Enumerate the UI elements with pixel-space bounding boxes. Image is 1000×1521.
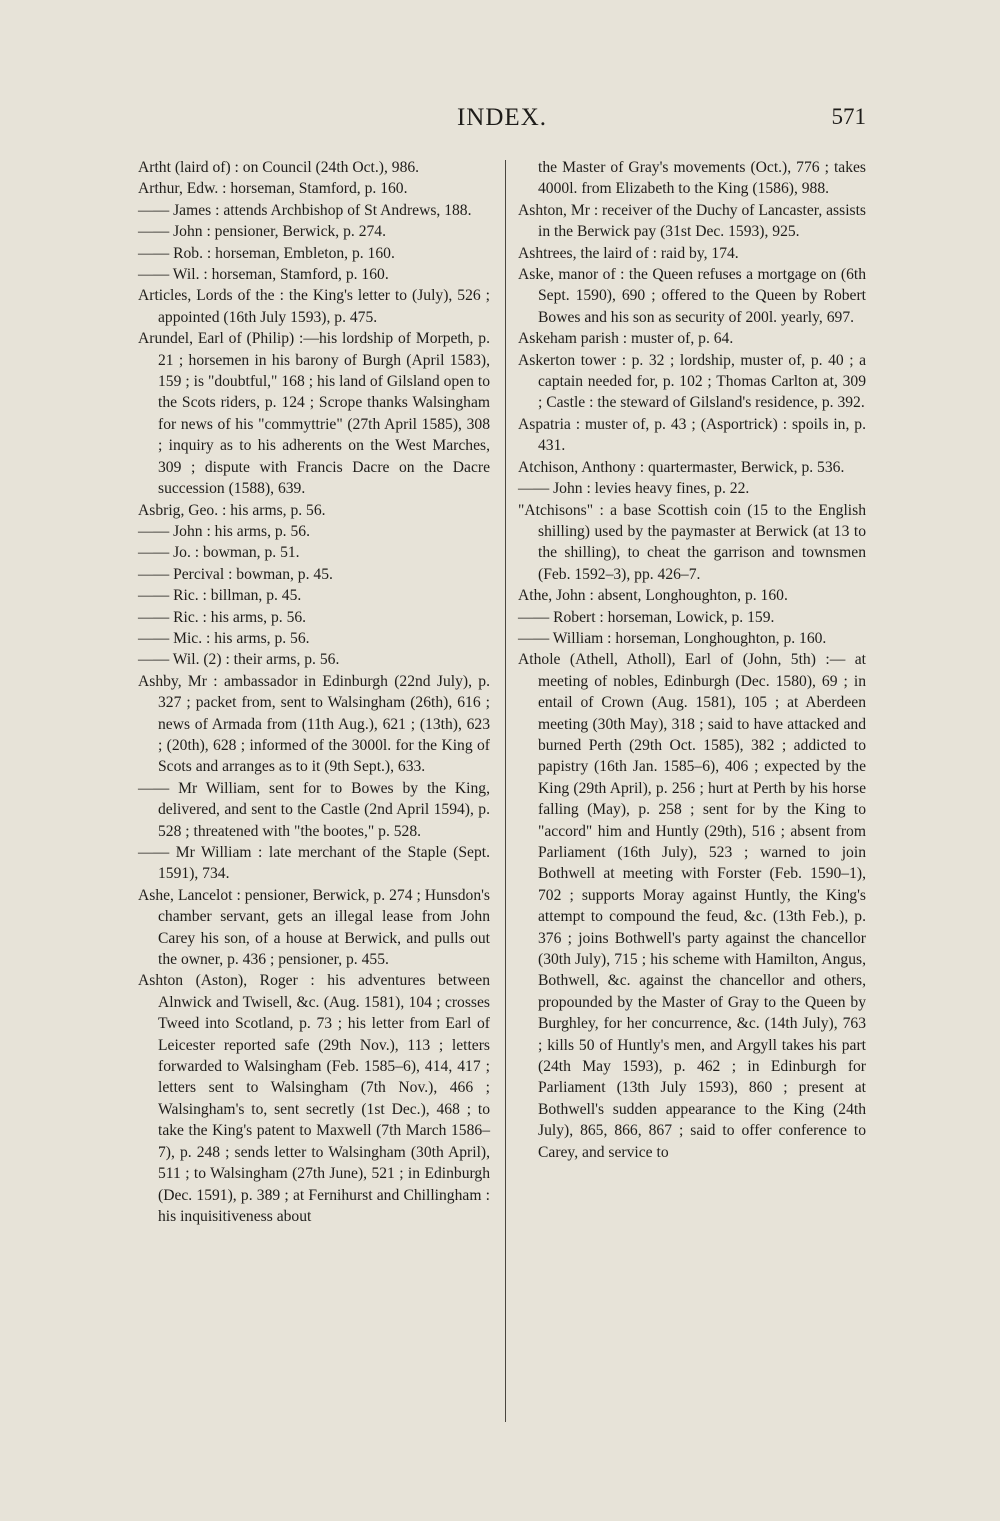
index-entry: —— Ric. : his arms, p. 56. <box>138 608 307 626</box>
index-entry: Aske, manor of : the Queen refuses a mortgage on (6th Sept. 1590), 690 ; offered to the Queen by Robert Bowes and his son as security of 200l. yearly, 697. <box>518 266 866 326</box>
index-entry: Arthur, Edw. : horseman, Stamford, p. 160. <box>138 180 408 198</box>
index-entry: Askeham parish : muster of, p. 64. <box>518 330 734 348</box>
index-entry: —— Percival : bowman, p. 45. <box>138 565 333 583</box>
index-entry: Ashe, Lancelot : pensioner, Berwick, p. 274 ; Hunsdon's chamber servant, gets an illegal lease from John Carey his son, of a house at Berwick, and pulls out the owner, p. 436 ; pensioner, p. 455. <box>138 886 490 969</box>
index-entry: —— Wil. (2) : their arms, p. 56. <box>138 651 340 669</box>
index-entry: —— Mic. : his arms, p. 56. <box>138 629 310 647</box>
index-entry: —— Jo. : bowman, p. 51. <box>138 544 300 562</box>
index-entry: Ashtrees, the laird of : raid by, 174. <box>518 244 739 262</box>
index-entry: Arundel, Earl of (Philip) :—his lordship of Morpeth, p. 21 ; horsemen in his barony of Burgh (April 1583), 159 ; is "doubtful," 168 ; his land of Gilsland open to the Scots riders, p. 124 ; Scrope thanks Walsingham for news of his "commyttrie" (27th April 1585), 308 ; inquiry as to his adherents on the West Marches, 309 ; dispute with Francis Dacre on the Dacre succession (1588), 639. <box>138 330 490 498</box>
column-divider <box>505 160 506 1422</box>
page-number: 571 <box>831 104 866 129</box>
index-entry: —— James : attends Archbishop of St Andrews, 188. <box>138 201 472 219</box>
index-entry: Askerton tower : p. 32 ; lordship, muster of, p. 40 ; a captain needed for, p. 102 ; Thomas Carlton at, 309 ; Castle : the steward of Gilsland's residence, p. 392. <box>518 351 866 412</box>
index-entry: —— Mr William : late merchant of the Staple (Sept. 1591), 734. <box>138 844 490 883</box>
index-entry: —— John : levies heavy fines, p. 22. <box>518 480 750 498</box>
index-entry: "Atchisons" : a base Scottish coin (15 to the English shilling) used by the paymaster at Berwick (at 13 to the shilling), to cheat the garrison and townsmen (Feb. 1592–3), pp. 426–7. <box>518 501 866 583</box>
index-entry: —— John : pensioner, Berwick, p. 274. <box>138 223 386 241</box>
index-entry: —— Wil. : horseman, Stamford, p. 160. <box>138 266 389 284</box>
index-entry: Aspatria : muster of, p. 43 ; (Asportrick) : spoils in, p. 431. <box>518 415 866 455</box>
index-entry-continuation: the Master of Gray's movements (Oct.), 776 ; takes 4000l. from Elizabeth to the King (1586), 988. <box>538 159 866 198</box>
index-entry: —— Ric. : billman, p. 45. <box>138 587 302 605</box>
index-entry: Athe, John : absent, Longhoughton, p. 160. <box>518 587 788 605</box>
index-entry: Articles, Lords of the : the King's letter to (July), 526 ; appointed (16th July 1593), p. 475. <box>138 287 490 326</box>
index-entry: —— Mr William, sent for to Bowes by the King, delivered, and sent to the Castle (2nd April 1594), p. 528 ; threatened with "the bootes," p. 528. <box>138 779 490 840</box>
index-entry: —— Rob. : horseman, Embleton, p. 160. <box>138 244 395 262</box>
index-entry: —— Robert : horseman, Lowick, p. 159. <box>518 608 775 626</box>
index-entry: Artht (laird of) : on Council (24th Oct.), 986. <box>138 159 420 176</box>
index-entry: Asbrig, Geo. : his arms, p. 56. <box>138 501 326 519</box>
index-entry: —— John : his arms, p. 56. <box>138 522 310 540</box>
index-entry: Athole (Athell, Atholl), Earl of (John, 5th) :— at meeting of nobles, Edinburgh (Dec. 1580), 69 ; in entail of Crown (Aug. 1581), 105 ; at Aberdeen meeting (30th May), 318 ; said to have attacked and burned Perth (29th Oct. 1585), 382 ; addicted to papistry (16th Jan. 1585–6), 406 ; expected by the King (29th April), p. 256 ; hurt at Perth by his horse falling (May), p. 258 ; sent for by the King to "accord" him and Huntly (29th), 516 ; absent from Parliament (16th July), 523 ; warned to join Bothwell at meeting with Forster (Feb. 1590–1), 702 ; supports Moray against Huntly, the King's attempt to compound the feud, &c. (13th Feb.), p. 376 ; joins Bothwell's party against the chancellor (30th July), 715 ; his scheme with Hamilton, Angus, Bothwell, &c. against the chancellor and others, propounded by the Master of Gray to the Queen by Burghley, for her concurrence, &c. (14th July), 763 ; kills 50 of Huntly's men, and Argyll takes his part (24th May 1593), p. 462 ; in Edinburgh for Parliament (13th July 1593), 860 ; present at Bothwell's sudden appearance to the King (24th July), 865, 866, 867 ; said to offer conference to Carey, and service to <box>518 651 866 1161</box>
index-entry: —— William : horseman, Longhoughton, p. 160. <box>518 629 827 647</box>
index-entry: Ashton (Aston), Roger : his adventures between Alnwick and Twisell, &c. (Aug. 1581), 104 ; crosses Tweed into Scotland, p. 73 ; his letter from Earl of Leicester reported safe (29th Nov.), 113 ; letters forwarded to Walsingham (Feb. 1585–6), 414, 417 ; letters sent to Walsingham (7th Nov.), 466 ; Walsingham's to, sent secretly (1st Dec.), 468 ; to take the King's patent to Maxwell (7th March 1586–7), p. 248 ; sends letter to Walsingham (30th April), 511 ; to Walsingham (27th June), 521 ; in Edinburgh (Dec. 1591), p. 389 ; at Fernihurst and Chillingham : his inquisitiveness about <box>138 972 490 1225</box>
index-entry: Atchison, Anthony : quartermaster, Berwick, p. 536. <box>518 458 845 476</box>
page-header <box>138 104 866 144</box>
left-column <box>138 157 490 1227</box>
index-entry: Ashby, Mr : ambassador in Edinburgh (22nd July), p. 327 ; packet from, sent to Walsingham (26th), 616 ; news of Armada from (11th Aug.), 621 ; (13th), 623 ; (20th), 628 ; informed of the 3000l. for the King of Scots and arranges as to it (9th Sept.), 633. <box>138 672 490 776</box>
index-entry: Ashton, Mr : receiver of the Duchy of Lancaster, assists in the Berwick pay (31st Dec. 1593), 925. <box>518 201 866 241</box>
right-column <box>518 157 866 1163</box>
page-title: INDEX. <box>456 104 547 131</box>
